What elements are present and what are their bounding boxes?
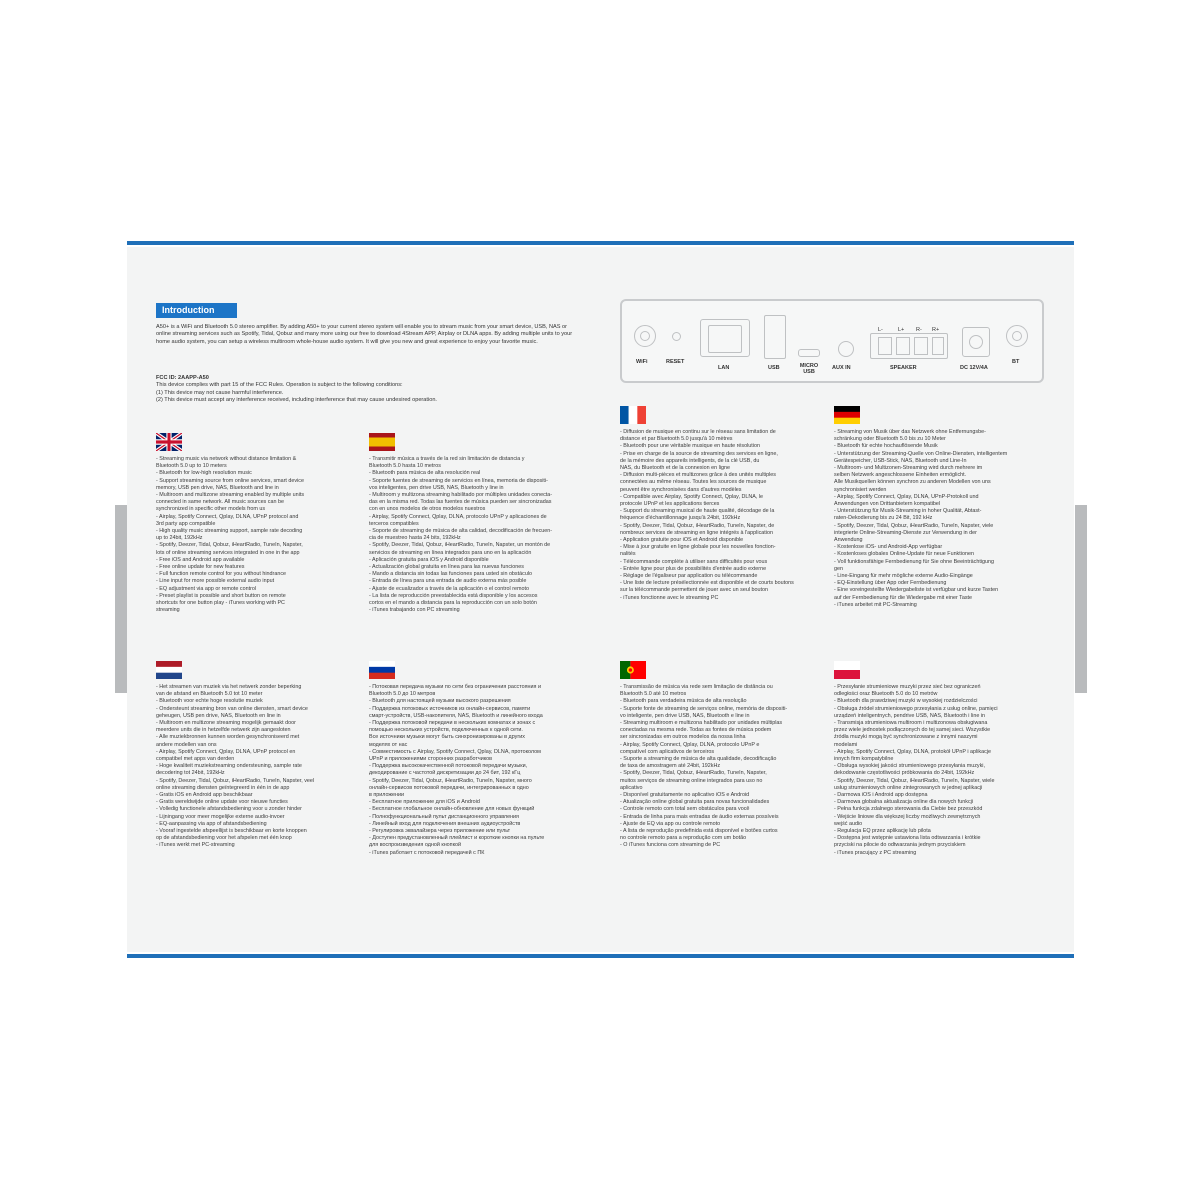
feature-line: - Spotify, Deezer, Tidal, Qobuz, iHeartRadio, TuneIn, Napster, viele (834, 522, 994, 529)
speaker-terminal-label: L+ (898, 327, 905, 333)
feature-line: decodering tot 24bit, 192kHz (156, 770, 225, 777)
feature-line: - Kostenlose iOS- und Android-App verfügbar (834, 544, 943, 551)
feature-line: - Transmitir música a través de la red sin limitación de distancia y (369, 456, 525, 462)
speaker-terminal-icon (932, 337, 944, 355)
feature-line: - Spotify, Deezer, Tidal, Qobuz, iHeartRadio, TuneIn, Napster, wiele (834, 777, 995, 784)
feature-line: - Atualização online global gratuita para novas funcionalidades (620, 799, 770, 806)
feature-line: no controle remoto para a reprodução com um botão (620, 835, 747, 842)
feature-line: - Multiroom y multizona streaming habilitado por múltiples unidades conecta- (369, 492, 553, 499)
feature-line: cia de muestreo hasta 24 bits, 192kHz (369, 535, 461, 542)
feature-line: integrierte Online-Streaming-Dienste zur Verwendung in der (834, 529, 977, 536)
feature-line: - Spotify, Deezer, Tidal, Qobuz, iHeartRadio, TuneIn, Napster, много (369, 777, 532, 784)
feature-line: моделях от нас (369, 741, 408, 748)
feature-line: - Поддержка высококачественной потоковой передачи музыки, (369, 763, 528, 770)
dc-power-jack-inner-icon (969, 335, 983, 349)
feature-line: - Eine voreingestellte Wiedergabeliste ist verfügbar und kurze Tasten (834, 587, 999, 594)
poland-flag-icon (834, 661, 860, 679)
feature-line: - A lista de reprodução predefinida está disponível e botões curtos (620, 828, 778, 835)
feature-line: - Streaming music via network without distance limitation & (156, 456, 297, 462)
speaker-terminal-icon (914, 337, 928, 355)
feature-line: - Suporte fonte de streaming de serviços online, memória de dispositi- (620, 705, 788, 712)
feature-line: Bluetooth 5.0 до 10 метров (369, 691, 436, 698)
usb-label: USB (768, 365, 780, 371)
micro-usb-label: MICRO USB (799, 363, 819, 375)
feature-line: - Spotify, Deezer, Tidal, Qobuz, iHeartRadio, TuneIn, Napster, (620, 770, 767, 777)
feature-line: de taxa de amostragem até 24bit, 192kHz (620, 763, 721, 770)
feature-line: gen (834, 565, 843, 572)
feature-line: - Airplay, Spotify Connect, Qplay, DLNA, UPnP protocol en (156, 748, 296, 755)
portugal-flag-icon (620, 661, 646, 679)
feature-line: raten-Dekodierung bis zu 24 Bit, 192 kHz (834, 515, 933, 522)
feature-line: - Télécommande complète à utiliser sans difficultés pour vous (620, 558, 768, 565)
feature-line: cortos en el mando a distancia para la reproducción con un solo botón (369, 600, 537, 607)
speaker-terminal-icon (896, 337, 910, 355)
feature-line: - Совместимость с Airplay, Spotify Connect, Qplay, DLNA, протоколом (369, 748, 541, 755)
feature-line: van de afstand en Bluetooth 5.0 tot 10 meter (156, 691, 263, 698)
france-flag-icon (620, 406, 646, 424)
feature-line: - Airplay, Spotify Connect, Qplay, DLNA, UPnP-Protokoll und (834, 493, 979, 500)
reset-button-icon (672, 332, 681, 341)
feature-line: peuvent être synchronisées dans d'autres modèles (620, 486, 742, 493)
feature-line: ser sincronizadas em outros modelos da nossa linha (620, 734, 746, 741)
feature-line: - Unterstützung für Musik-Streaming in hoher Qualität, Abtast- (834, 508, 982, 515)
feature-line: dekodowanie częstotliwości próbkowania do 24bit, 192kHz (834, 770, 975, 777)
feature-line: - Ajuste de ecualizador a través de la aplicación o el control remoto (369, 585, 530, 592)
fcc-line: This device complies with part 15 of the FCC Rules. Operation is subject to the following conditions: (156, 382, 403, 389)
feature-line: - Free online update for new features (156, 564, 245, 571)
feature-line: - Multiroom and multizone streaming enabled by multiple units (156, 492, 305, 499)
feature-line: помощью нескольких устройств, подключенных к одной сети. (369, 727, 523, 734)
feature-line: - Spotify, Deezer, Tidal, Qobuz, iHeartRadio, TuneIn, Napster, de (620, 522, 775, 529)
feature-line: - Бесплатное приложение для iOS и Android (369, 799, 480, 806)
feature-line: - Bluetooth für echte hochauflösende Musik (834, 443, 938, 450)
feature-line: - Mando a distancia sin todas las funciones para usted sin obstáculo (369, 571, 533, 578)
feature-list (156, 456, 356, 614)
feature-line: - Airplay, Spotify Connect, Qplay, DLNA, UPnP protocol and (156, 513, 299, 520)
feature-list (369, 684, 569, 857)
feature-line: fréquence d'échantillonnage jusqu'à 24bit, 192kHz (620, 515, 741, 522)
left-side-tab (115, 505, 127, 693)
feature-line: Alle Musikquellen können synchron zu anderen Modellen von uns (834, 479, 991, 486)
feature-line: смарт-устройств, USB-накопителя, NAS, Bluetooth и линейного входа (369, 712, 543, 719)
right-side-tab (1075, 505, 1087, 693)
rear-panel-diagram (620, 299, 1044, 383)
feature-line: - Kostenloses globales Online-Update für neue Funktionen (834, 551, 974, 558)
speaker-label: SPEAKER (890, 365, 917, 371)
feature-line: - EQ adjustment via app or remote control (156, 585, 257, 592)
feature-line: - iTunes werkt met PC-streaming (156, 842, 235, 849)
feature-line: Bluetooth 5.0 até 10 metros (620, 691, 687, 698)
introduction-badge: Introduction (156, 303, 237, 318)
feature-line: - Airplay, Spotify Connect, Qplay, DLNA, protocolo UPnP y aplicaciones de (369, 513, 547, 520)
feature-line: - Une liste de lecture présélectionnée est disponible et de courts boutons (620, 580, 794, 587)
bottom-accent-rule (127, 954, 1074, 958)
feature-line: compatibel met apps van derden (156, 756, 235, 763)
feature-line: - Airplay, Spotify Connect, Qplay, DLNA, protokół UPnP i aplikacje (834, 748, 991, 755)
feature-line: - Alle muziekbronnen kunnen worden gesynchroniseerd met (156, 734, 300, 741)
feature-line: - Ondersteunt streaming bron van online diensten, smart device (156, 705, 308, 712)
feature-line: - Streaming multiroom e multizona habilitado por unidades múltiplas (620, 720, 783, 727)
uk-flag-icon (156, 433, 182, 451)
feature-line: - Support du streaming musical de haute qualité, décodage de la (620, 508, 775, 515)
feature-list (620, 429, 820, 602)
feature-line: distance et par Bluetooth 5.0 jusqu'à 10 mètres (620, 436, 733, 443)
aux-in-label: AUX IN (832, 365, 851, 371)
feature-line: - Entrée ligne pour plus de possibilités d'entrée audio externe (620, 565, 767, 572)
feature-line: - iTunes fonctionne avec le streaming PC (620, 594, 719, 601)
feature-line: - O iTunes funciona com streaming de PC (620, 842, 721, 849)
lan-port-inner-icon (708, 325, 742, 353)
feature-line: - Het streamen van muziek via het netwerk zonder beperking (156, 684, 302, 690)
feature-line: - Suporte a streaming de música de alta qualidade, decodificação (620, 756, 777, 763)
feature-line: - Voll funktionsfähige Fernbedienung für Sie ohne Beeinträchtigung (834, 558, 995, 565)
speaker-terminal-label: R- (916, 327, 922, 333)
feature-line: - Line-Eingang für mehr mögliche externe Audio-Eingänge (834, 573, 973, 580)
germany-flag-icon (834, 406, 860, 424)
feature-line: - Multiroom en multizone streaming mogelijk gemaakt door (156, 720, 296, 727)
bt-label: BT (1012, 359, 1020, 365)
feature-line: - Darmowa iOS i Android app dostępna (834, 792, 928, 799)
feature-line: - Soporte fuentes de streaming de servicios en línea, memoria de dispositi- (369, 477, 548, 484)
feature-line: NAS, du Bluetooth et de la connexion en ligne (620, 465, 730, 472)
feature-line: compatível com aplicativos de terceiros (620, 748, 715, 755)
feature-line: - La lista de reproducción preestablecida está disponible y los accesos (369, 592, 538, 599)
feature-list (620, 684, 820, 850)
feature-line: innych firm kompatybilne (834, 756, 894, 763)
feature-line: synchronisiert werden (834, 486, 887, 493)
feature-line: - Support streaming source from online services, smart device (156, 477, 305, 484)
feature-line: - Regulacja EQ przez aplikację lub pilota (834, 828, 931, 835)
feature-line: Bluetooth 5.0 hasta 10 metros (369, 463, 441, 470)
fcc-line: (1) This device may not cause harmful interference. (156, 389, 284, 396)
feature-line: źródła muzyki mogą być synchronizowane z innymi naszymi (834, 734, 978, 741)
feature-line: de la mémoire des appareils intelligents, de la clé USB, du (620, 457, 760, 464)
feature-line: - Preset playlist is possible and short button on remote (156, 592, 286, 599)
feature-line: - Wejście liniowe dla większej liczby możliwych zewnętrznych (834, 813, 981, 820)
feature-line: 3rd party app compatible (156, 520, 216, 527)
fcc-line: (2) This device must accept any interference received, including interference that may cause undesired operation. (156, 397, 437, 404)
wifi-antenna-inner-icon (640, 331, 650, 341)
speaker-terminal-label: L- (878, 327, 883, 333)
feature-line: декодирование с частотой дискретизации до 24 бит, 192 кГц (369, 770, 521, 777)
feature-line: Anwendungen von Drittanbietern kompatibel (834, 501, 941, 508)
feature-line: urządzeń inteligentnych, pendrive USB, NAS, Bluetooth i line in (834, 712, 986, 719)
feature-line: - Obsługa wysokiej jakości strumieniowego przesyłania muzyki, (834, 763, 985, 770)
feature-line: - Линейный вход для подключения внешних аудиоустройств (369, 820, 521, 827)
feature-line: - Diffusion multi-pièces et multizones grâce à des unités multiples (620, 472, 776, 479)
fcc-id: FCC ID: 2AAPP-A50 (156, 375, 209, 381)
feature-line: - Gratis iOS en Android app beschikbaar (156, 792, 253, 799)
feature-line: selben Netzwerk angeschlossene Einheiten ermöglicht. (834, 472, 967, 479)
feature-line: nalités (620, 551, 636, 558)
top-accent-rule (127, 241, 1074, 245)
feature-line: memory, USB pen drive, NAS, Bluetooth and line in (156, 484, 279, 491)
feature-line: - Bluetooth dla prawdziwej muzyki w wysokiej rozdzielczości (834, 698, 978, 705)
feature-line: - iTunes trabajando con PC streaming (369, 607, 460, 614)
feature-line: - Przesyłanie strumieniowe muzyki przez sieć bez ograniczeń (834, 684, 981, 690)
feature-line: lots of online streaming services integrated in one in the app (156, 549, 300, 556)
feature-line: - Soporte de streaming de música de alta calidad, decodificación de frecuen- (369, 528, 553, 535)
feature-line: geheugen, USB pen drive, NAS, Bluetooth en line in (156, 712, 281, 719)
feature-line: - Multiroom- und Multizonen-Streaming wird durch mehrere im (834, 465, 983, 472)
feature-line: przyciski na pilocie do odtwarzania jednym przyciskiem (834, 842, 966, 849)
feature-line: - Регулировка эквалайзера через приложение или пульт (369, 828, 511, 835)
feature-line: sur la télécommande permettent de jouer avec un seul bouton (620, 587, 769, 594)
feature-line: - Transmissão de música via rede sem limitação de distância ou (620, 684, 773, 690)
feature-line: protocole UPnP et les applications tierces (620, 501, 720, 508)
feature-line: - Entrada de línea para una entrada de audio externa más posible (369, 578, 527, 585)
feature-line: das en la misma red. Todas las fuentes de música pueden ser sincronizadas (369, 499, 552, 506)
feature-line: - Бесплатное глобальное онлайн-обновление для новых функций (369, 806, 535, 813)
feature-line: shortcuts for one button play - iTunes working with PC (156, 600, 285, 607)
feature-line: online streaming diensten geïntegreerd in één in de app (156, 784, 290, 791)
feature-line: connectées au même réseau. Toutes les sources de musique (620, 479, 767, 486)
feature-line: terceros compatibles (369, 520, 419, 527)
speaker-terminal-icon (878, 337, 892, 355)
feature-line: con en unos modelos de otros modelos nuestros (369, 506, 486, 513)
feature-line: - Поддержка потоковой передачи в нескольких комнатах и зонах с (369, 720, 536, 727)
feature-line: - Actualización global gratuita en línea para las nuevas funciones (369, 564, 524, 571)
speaker-terminal-label: R+ (932, 327, 940, 333)
feature-line: odległości oraz Bluetooth 5.0 do 10 metrów (834, 691, 938, 698)
feature-line: auf der Fernbedienung für die Wiedergabe mit einer Taste (834, 594, 973, 601)
feature-line: - Full function remote control for you without hindrance (156, 571, 287, 578)
feature-line: - Spotify, Deezer, Tidal, Qobuz, iHeartRadio, TuneIn, Napster, un montón de (369, 542, 551, 549)
feature-line: - Dostępna jest wstępnie ustawiona lista odtwarzania i krótkie (834, 835, 981, 842)
feature-line: - Diffusion de musique en continu sur le réseau sans limitation de (620, 429, 776, 435)
micro-usb-port-icon (798, 349, 820, 357)
feature-line: - EQ-aanpassing via app of afstandsbediening (156, 820, 267, 827)
feature-line: - Prise en charge de la source de streaming des services en ligne, (620, 450, 778, 457)
feature-line: - Vooraf ingestelde afspeellijst is beschikbaar en korte knoppen (156, 828, 307, 835)
feature-line: - Mise à jour gratuite en ligne globale pour les nouvelles fonction- (620, 544, 776, 551)
feature-line: streaming (156, 607, 180, 614)
feature-line: Все источники музыки могут быть синхронизированы в других (369, 734, 525, 741)
feature-line: - Pełna funkcja zdalnego sterowania dla Ciebie bez przeszkód (834, 806, 983, 813)
feature-line: для воспроизведения одной кнопкой (369, 842, 462, 849)
feature-line: Bluetooth 5.0 up to 10 meters (156, 463, 227, 470)
spain-flag-icon (369, 433, 395, 451)
feature-line: - Free iOS and Android app available (156, 556, 245, 563)
feature-line: онлайн-сервисов потоковой передачи, интегрированных в одно (369, 784, 529, 791)
feature-line: - Spotify, Deezer, Tidal, Qobuz, iHeartRadio, TuneIn, Napster, veel (156, 777, 315, 784)
feature-line: - Bluetooth para música de alta resolución real (369, 470, 481, 477)
feature-line: - Disponível gratuitamente no aplicativo iOS e Android (620, 792, 750, 799)
feature-line: vo inteligente, pen drive USB, NAS, Bluetooth e line in (620, 712, 750, 719)
feature-line: vos inteligentes, pen drive USB, NAS, Bluetooth y line in (369, 484, 504, 491)
feature-line: - Réglage de l'égaliseur par application ou télécommande (620, 573, 758, 580)
feature-list (156, 684, 356, 850)
introduction-text: A50+ is a WiFi and Bluetooth 5.0 stereo amplifier. By adding A50+ to your current stereo system will enable you to stream music from your smart device, USB, NAS or online streaming services such as Spotify, Tidal, Qobuz and many more using our free to download 4Stream APP, Airplay or DLNA apps. By adding multiple units to your home audio system, you can setup a wireless multiroom whole-house audio system. It will give you new and great experience to enjoy your favorite music. (156, 324, 573, 345)
feature-line: andere modellen van ons (156, 741, 217, 748)
feature-line: servicios de streaming en línea integrados para uno en la aplicación (369, 549, 532, 556)
feature-line: - iTunes работает с потоковой передачей с ПК (369, 849, 485, 856)
feature-line: aplicativo (620, 784, 643, 791)
feature-line: - Bluetooth for low-high resolution music (156, 470, 252, 477)
feature-line: - Compatible avec Airplay, Spotify Connect, Qplay, DLNA, le (620, 493, 764, 500)
netherlands-flag-icon (156, 661, 182, 679)
feature-line: - iTunes arbeitet mit PC-Streaming (834, 601, 917, 608)
feature-line: - Volledig functionele afstandsbediening voor u zonder hinder (156, 806, 302, 813)
feature-line: - Line input for more possible external audio input (156, 578, 275, 585)
feature-line: - Controle remoto com total sem obstáculos para você (620, 806, 750, 813)
feature-line: - Application gratuite pour iOS et Android disponible (620, 537, 744, 544)
feature-line: - Obsługa źródeł strumieniowego przesyłania z usług online, pamięci (834, 705, 998, 712)
usb-port-icon (764, 315, 786, 359)
feature-line: muitos serviços de streaming online integrados para uso no (620, 777, 763, 784)
feature-line: - Bluetooth для настоящей музыки высокого разрешения (369, 698, 511, 705)
feature-line: conectadas na mesma rede. Todas as fontes de música podem (620, 727, 772, 734)
feature-line: przez wiele jednostek podłączonych do tej samej sieci. Wszystkie (834, 727, 991, 734)
feature-line: - Доступен предустановленный плейлист и короткие кнопки на пульте (369, 835, 545, 842)
dc-label: DC 12V/4A (960, 365, 988, 371)
feature-list (369, 456, 569, 614)
feature-line: - Lijningang voor meer mogelijke externe audio-invoer (156, 813, 285, 820)
feature-line: - Unterstützung der Streaming-Quelle von Online-Diensten, intelligentem (834, 450, 1008, 457)
feature-line: - Hoge kwaliteit muziekstreaming ondersteuning, sample rate (156, 763, 302, 770)
feature-line: Gerätespeicher, USB-Stick, NAS, Bluetooth und Line-In (834, 457, 967, 464)
lan-label: LAN (718, 365, 730, 371)
feature-line: wejść audio (834, 820, 863, 827)
feature-line: - Spotify, Deezer, Tidal, Qobuz, iHeartRadio, TuneIn, Napster, (156, 542, 303, 549)
feature-list (834, 684, 1034, 857)
feature-line: - High quality music streaming support, sample rate decoding (156, 528, 303, 535)
bt-antenna-inner-icon (1012, 331, 1022, 341)
feature-line: - Потоковая передача музыки по сети без ограничения расстояния и (369, 684, 541, 690)
feature-line: - Airplay, Spotify Connect, Qplay, DLNA, protocolo UPnP e (620, 741, 760, 748)
feature-line: schränkung oder Bluetooth 5.0 bis zu 10 Meter (834, 436, 946, 443)
feature-line: - Darmowa globalna aktualizacja online dla nowych funkcji (834, 799, 974, 806)
fcc-statement (156, 375, 576, 405)
feature-line: - EQ-Einstellung über App oder Fernbedienung (834, 580, 947, 587)
feature-line: usług strumieniowych online zintegrowanych w jednej aplikacji (834, 784, 983, 791)
feature-line: op de afstandsbediening voor het afspelen met één knop (156, 835, 292, 842)
feature-line: meerdere units die in hetzelfde netwerk zijn aangesloten (156, 727, 291, 734)
feature-line: - Streaming von Musik über das Netzwerk ohne Entfernungsbe- (834, 429, 986, 435)
feature-line: synchronized in specific other models from us (156, 506, 266, 513)
feature-line: - Transmisja strumieniowa multiroom i multizonowa obsługiwana (834, 720, 988, 727)
feature-list (834, 429, 1034, 609)
feature-line: modelami (834, 741, 858, 748)
russia-flag-icon (369, 661, 395, 679)
feature-line: UPnP и приложениями сторонних разработчиков (369, 756, 492, 763)
feature-line: Anwendung (834, 537, 863, 544)
feature-line: up to 24bit, 192kHz (156, 535, 203, 542)
feature-line: - Ajuste de EQ via app ou controle remoto (620, 820, 721, 827)
wifi-label: WiFi (636, 359, 648, 365)
feature-line: - Aplicación gratuita para iOS y Android disponible (369, 556, 489, 563)
feature-line: - Полнофункциональный пульт дистанционного управления (369, 813, 519, 820)
feature-line: nombreux services de streaming en ligne intégrés à l'application (620, 529, 773, 536)
feature-line: - Bluetooth pour une véritable musique en haute résolution (620, 443, 760, 450)
feature-line: - Поддержка потоковых источников из онлайн-сервисов, памяти (369, 705, 531, 712)
feature-line: - Bluetooth para verdadeira música de alta resolução (620, 698, 747, 705)
feature-line: - Bluetooth voor echte hoge resolutie muziek (156, 698, 263, 705)
reset-label: RESET (666, 359, 685, 365)
aux-in-jack-icon (838, 341, 854, 357)
feature-line: connected in same network. All music sources can be (156, 499, 284, 506)
feature-line: - iTunes pracujący z PC streaming (834, 849, 917, 856)
feature-line: - Entrada de linha para mais entradas de áudio externas possíveis (620, 813, 779, 820)
feature-line: - Gratis wereldwijde online update voor nieuwe functies (156, 799, 288, 806)
feature-line: в приложении (369, 792, 405, 799)
